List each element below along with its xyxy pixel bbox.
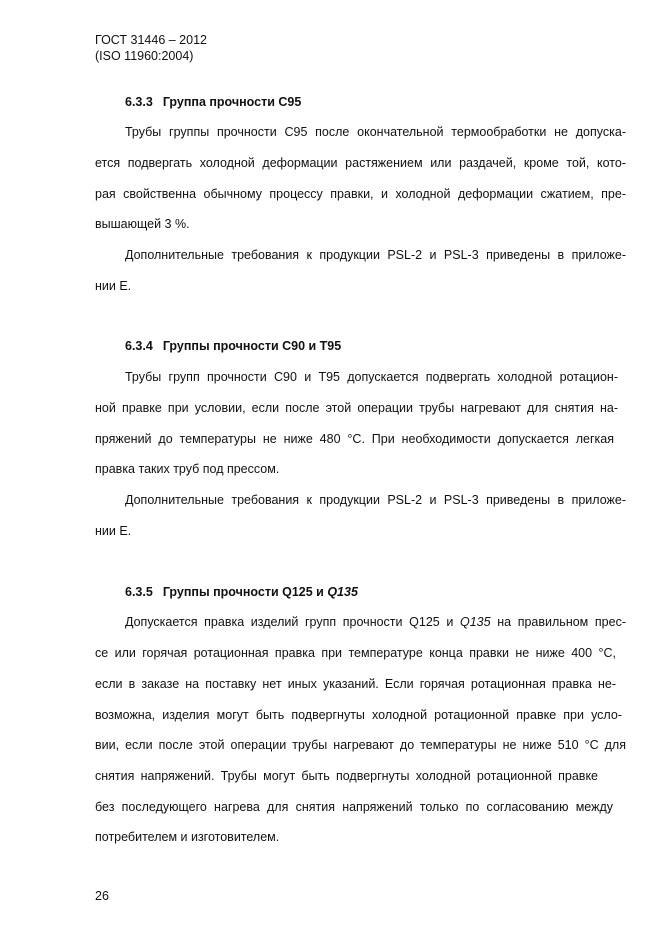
section-number: 6.3.3 bbox=[125, 95, 153, 109]
section-number: 6.3.5 bbox=[125, 585, 153, 599]
line-text: на правильном прес- bbox=[490, 615, 626, 629]
paragraph-line: Дополнительные требования к продукции PSL-2 и PSL-3 приведены в приложе- bbox=[125, 248, 626, 262]
paragraph-line: ной правке при условии, если после этой операции трубы нагревают для снятия на- bbox=[95, 401, 618, 415]
section-6-3-5-heading bbox=[125, 584, 358, 600]
paragraph-line: Дополнительные требования к продукции PSL-2 и PSL-3 приведены в приложе- bbox=[125, 493, 626, 507]
paragraph-line: если в заказе на поставку нет иных указаний. Если горячая ротационная правка не- bbox=[95, 677, 616, 691]
paragraph-line: пряжений до температуры не ниже 480 °С. При необходимости допускается легкая bbox=[95, 432, 614, 446]
section-title: Группы прочности Q125 и bbox=[162, 585, 328, 599]
paragraph-line: нии Е. bbox=[95, 524, 132, 538]
paragraph-line: рая свойственна обычному процессу правки, и холодной деформации сжатием, пре- bbox=[95, 187, 626, 201]
paragraph-line: снятия напряжений. Трубы могут быть подвергнуты холодной ротационной правке bbox=[95, 769, 598, 783]
section-6-3-4-heading bbox=[125, 338, 341, 354]
paragraph-line: потребителем и изготовителем. bbox=[95, 830, 280, 844]
paragraph-line: вии, если после этой операции трубы нагревают до температуры не ниже 510 °С для bbox=[95, 738, 626, 752]
paragraph-line: без последующего нагрева для снятия напряжений только по согласованию между bbox=[95, 800, 613, 814]
paragraph-line bbox=[125, 614, 626, 630]
section-title: Группа прочности С95 bbox=[162, 95, 302, 109]
section-number: 6.3.4 bbox=[125, 339, 153, 353]
line-text-italic: Q135 bbox=[459, 615, 491, 629]
section-title: Группы прочности С90 и Т95 bbox=[162, 339, 342, 353]
line-text: Допускается правка изделий групп прочности Q125 и bbox=[125, 615, 460, 629]
paragraph-line: нии Е. bbox=[95, 279, 132, 293]
standard-designation: ГОСТ 31446 – 2012 bbox=[95, 33, 207, 47]
paragraph-line: вышающей 3 %. bbox=[95, 217, 190, 231]
section-6-3-3-heading bbox=[125, 94, 301, 110]
paragraph-line: Трубы групп прочности С90 и Т95 допускается подвергать холодной ротацион- bbox=[125, 370, 618, 384]
paragraph-line: возможна, изделия могут быть подвергнуты холодной ротационной правке при усло- bbox=[95, 708, 622, 722]
paragraph-line: Трубы группы прочности С95 после окончательной термообработки не допуска- bbox=[125, 125, 626, 139]
document-header bbox=[95, 32, 207, 64]
page-number: 26 bbox=[95, 889, 109, 903]
paragraph-line: се или горячая ротационная правка при температуре конца правки не ниже 400 °С, bbox=[95, 646, 616, 660]
iso-reference: (ISO 11960:2004) bbox=[95, 49, 194, 63]
paragraph-line: правка таких труб под прессом. bbox=[95, 462, 280, 476]
section-title-italic: Q135 bbox=[327, 585, 358, 599]
paragraph-line: ется подвергать холодной деформации растяжением или раздачей, кроме той, кото- bbox=[95, 156, 626, 170]
